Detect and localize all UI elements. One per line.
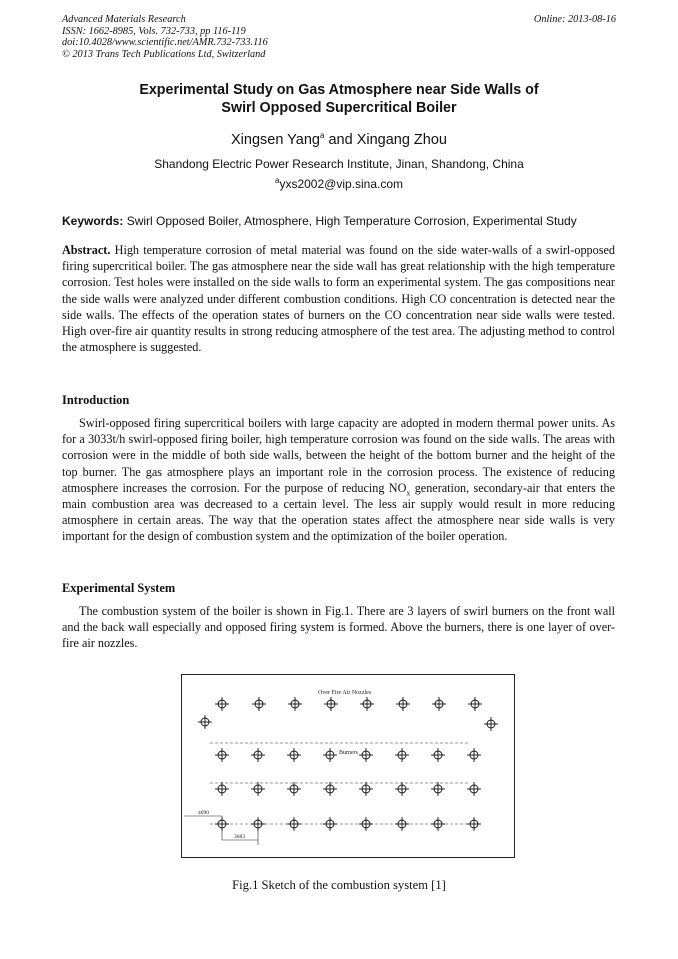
introduction-text: Swirl-opposed firing supercritical boilers with large capacity are adopted in modern thermal power units. As for a 3033t/h swirl-opposed firing boiler, high temperature corrosion was found on the side walls. The areas with corrosion were in the middle of both side walls, between the height of the bottom burner and the height of the top burner. The gas atmosphere plays an important role in the corrosion process. The existence of reducing atmosphere increases the corrosion. For the purpose of reducing $NO_x$ generation, secondary-air that enters the main combustion area was decreased to a certain level. The less air supply would result in more reducing atmosphere in certain areas. The way that the operation states affect the atmosphere near side walls is very important for the design of combustion system and the optimization of the boiler operation. bbox=[62, 416, 615, 544]
burner bbox=[359, 782, 373, 796]
burner bbox=[467, 817, 481, 831]
burner bbox=[395, 782, 409, 796]
burner bbox=[251, 817, 265, 831]
keywords-text: Swirl Opposed Boiler, Atmosphere, High Temperature Corrosion, Experimental Study bbox=[123, 214, 577, 228]
burner bbox=[323, 748, 337, 762]
burner bbox=[251, 782, 265, 796]
affiliation: Shandong Electric Power Research Institute, Jinan, Shandong, China bbox=[154, 157, 524, 171]
over-fire-air-nozzle bbox=[468, 697, 482, 711]
burner bbox=[215, 782, 229, 796]
dimension-vertical: 4090 bbox=[198, 810, 209, 816]
over-fire-air-nozzle bbox=[215, 697, 229, 711]
burner bbox=[467, 748, 481, 762]
title-line-2: Swirl Opposed Supercritical Boiler bbox=[221, 100, 457, 116]
burner bbox=[395, 748, 409, 762]
burner bbox=[287, 748, 301, 762]
nox-subscript: x bbox=[406, 488, 411, 498]
label-over-fire-air-nozzles: Over Fire Air Nozzles bbox=[318, 690, 372, 696]
experimental-system-text: The combustion system of the boiler is shown in Fig.1. There are 3 layers of swirl burners on the front wall and the back wall especially and opposed firing system is formed. Above the burners, there is one layer of over-fire air nozzles. bbox=[62, 604, 615, 651]
burner bbox=[467, 782, 481, 796]
keywords bbox=[62, 214, 577, 228]
burner bbox=[359, 748, 373, 762]
burner bbox=[323, 817, 337, 831]
figure-caption: Fig.1 Sketch of the combustion system [1] bbox=[232, 878, 446, 892]
abstract bbox=[62, 242, 615, 355]
abstract-text: High temperature corrosion of metal material was found on the side water-walls of a swirl-opposed firing supercritical boiler. The gas atmosphere near the side wall has great relationship with the high temperature corrosion. Test holes were installed on the side walls to form an experimental system. The gas compositions near the side walls were analyzed under different combustion conditions. High CO concentration is detected near the side walls. The effects of the operation states of burners on the CO concentration near side walls were tested. High over-fire air quantity results in strong reducing atmosphere of the test area. The adjusting method to control the atmosphere is suggested. bbox=[62, 243, 615, 355]
over-fire-air-nozzle bbox=[324, 697, 338, 711]
author-2: Xingang Zhou bbox=[356, 132, 447, 148]
figure-combustion-system bbox=[181, 674, 515, 858]
burner bbox=[323, 782, 337, 796]
side-test-hole bbox=[198, 715, 212, 729]
online-date: Online: 2013-08-16 bbox=[533, 14, 616, 25]
author-1-affiliation-mark: a bbox=[319, 131, 325, 141]
over-fire-air-nozzle bbox=[432, 697, 446, 711]
burner bbox=[215, 748, 229, 762]
dimension-horizontal: 3683 bbox=[234, 834, 245, 840]
paper-title bbox=[40, 81, 638, 117]
label-burners: Burners bbox=[339, 750, 358, 756]
keywords-label: Keywords: bbox=[62, 214, 124, 228]
journal-name: Advanced Materials Research bbox=[62, 14, 186, 25]
burner bbox=[287, 782, 301, 796]
combustion-sketch bbox=[182, 675, 514, 857]
author-1: Xingsen Yang bbox=[231, 132, 320, 148]
over-fire-air-nozzle bbox=[396, 697, 410, 711]
over-fire-air-nozzle bbox=[360, 697, 374, 711]
email-affiliation-mark: a bbox=[274, 176, 280, 185]
email-line bbox=[0, 177, 678, 191]
over-fire-air-nozzle bbox=[252, 697, 266, 711]
over-fire-air-nozzle bbox=[288, 697, 302, 711]
abstract-label: Abstract. bbox=[62, 243, 111, 257]
author-list bbox=[0, 132, 678, 148]
side-test-hole bbox=[484, 717, 498, 731]
title-line-1: Experimental Study on Gas Atmosphere near Side Walls of bbox=[139, 82, 539, 98]
experimental-system-heading: Experimental System bbox=[62, 581, 176, 595]
burner bbox=[431, 817, 445, 831]
introduction-heading: Introduction bbox=[62, 393, 130, 407]
author-conjunction: and bbox=[324, 132, 357, 148]
journal-header bbox=[62, 14, 268, 60]
doi[interactable]: doi:10.4028/www.scientific.net/AMR.732-733.116 bbox=[62, 37, 268, 49]
burner bbox=[359, 817, 373, 831]
burner bbox=[395, 817, 409, 831]
burner bbox=[287, 817, 301, 831]
issn: ISSN: 1662-8985, Vols. 732-733, pp 116-119 bbox=[62, 25, 246, 37]
copyright: © 2013 Trans Tech Publications Ltd, Switzerland bbox=[62, 48, 266, 60]
email-address[interactable]: yxs2002@vip.sina.com bbox=[279, 177, 404, 191]
burner bbox=[431, 782, 445, 796]
burner bbox=[251, 748, 265, 762]
burner bbox=[431, 748, 445, 762]
